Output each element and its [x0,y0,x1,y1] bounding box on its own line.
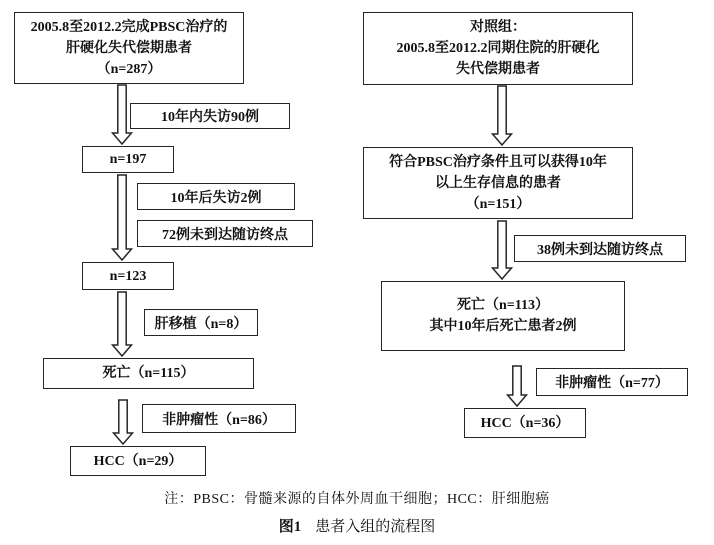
box-pbsc-cohort [14,12,244,84]
arrow-down-icon [506,365,528,407]
box-n123 [82,262,174,290]
box-eligible-control-line2: 以上生存信息的患者 [435,175,561,191]
label-liver-transplant [144,309,258,336]
box-hcc-left-text: HCC（n=29） [93,453,183,469]
label-not-reach-endpoint-left [137,220,313,247]
label-non-tumor-right [536,368,688,396]
box-n197-text: n=197 [109,152,147,167]
box-n197 [82,146,174,173]
label-not-reach-endpoint-left-text: 72例未到达随访终点 [162,227,288,243]
arrow-down-icon [491,85,513,146]
box-pbsc-cohort-line3: （n=287） [96,61,162,77]
label-non-tumor-right-text: 非肿瘤性（n=77） [555,376,669,391]
label-lost-within-10y-text: 10年内失访90例 [161,110,259,125]
box-eligible-control-line1: 符合PBSC治疗条件且可以获得10年 [389,154,607,170]
arrow-down-icon [491,220,513,280]
box-eligible-control [363,147,633,219]
figure-caption-title: 患者入组的流程图 [315,519,436,535]
box-control-cohort [363,12,633,85]
arrow-down-icon [111,291,133,357]
box-death-left-text: 死亡（n=115） [102,366,195,381]
figure-note: 注：PBSC：骨髓来源的自体外周血干细胞；HCC：肝细胞癌 [164,492,550,507]
label-liver-transplant-text: 肝移植（n=8） [154,316,248,332]
label-lost-after-10y-text: 10年后失访2例 [170,190,262,206]
arrow-down-icon [112,399,134,445]
label-non-tumor-left [142,404,296,433]
box-control-cohort-line1: 对照组： [470,20,526,35]
box-n123-text: n=123 [109,268,147,284]
label-lost-within-10y [130,103,290,129]
box-death-right-line1: 死亡（n=113） [457,298,549,313]
box-hcc-left [70,446,206,476]
label-not-reach-endpoint-right-text: 38例未到达随访终点 [537,242,663,258]
box-pbsc-cohort-line1: 2005.8至2012.2完成PBSC治疗的 [30,19,228,35]
box-pbsc-cohort-line2: 肝硬化失代偿期患者 [66,40,192,56]
box-death-right [381,281,625,351]
box-hcc-right [464,408,586,438]
box-death-left [43,358,254,389]
box-eligible-control-line3: （n=151） [465,196,531,212]
figure-caption-label: 图1 [278,519,302,535]
box-control-cohort-line2: 2005.8至2012.2同期住院的肝硬化 [396,41,600,56]
label-not-reach-endpoint-right [514,235,686,262]
label-lost-after-10y [137,183,295,210]
arrow-down-icon [111,174,133,261]
box-hcc-right-text: HCC（n=36） [480,415,570,431]
box-death-right-line2: 其中10年后死亡患者2例 [429,319,577,334]
box-control-cohort-line3: 失代偿期患者 [456,62,540,77]
figure-caption [0,515,714,536]
label-non-tumor-left-text: 非肿瘤性（n=86） [162,412,276,428]
